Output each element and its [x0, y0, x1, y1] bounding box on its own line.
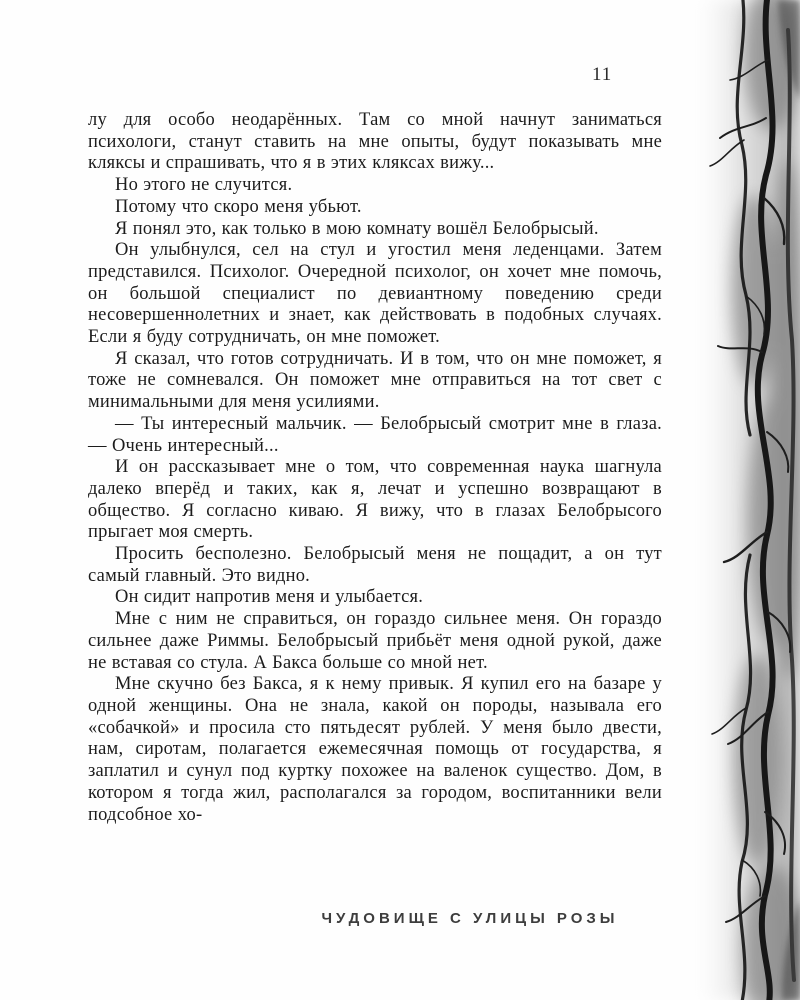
paragraph: И он рассказывает мне о том, что современная наука шагнула далеко вперёд и таких, как я, лечат и успешно возвращают в общество. Я согласно киваю. Я вижу, что в глазах Белобрысого прыгает моя смерть.: [88, 457, 662, 543]
paragraph: Я понял это, как только в мою комнату вошёл Белобрысый.: [115, 218, 599, 239]
paragraph: Просить бесполезно. Белобрысый меня не пощадит, а он тут самый главный. Это видно.: [88, 544, 662, 586]
decorative-branch-artwork: [670, 0, 800, 1000]
paragraph: Потому что скоро меня убьют.: [115, 196, 362, 217]
paragraph: — Ты интересный мальчик. — Белобрысый смотрит мне в глаза. — Очень интересный...: [88, 413, 662, 456]
paragraph: Но этого не случится.: [115, 175, 293, 196]
paragraph: Я сказал, что готов сотрудничать. И в том, что он мне поможет, я тоже не сомневался. Он поможет мне отправиться на тот свет с минимальными для меня усилиями.: [88, 348, 662, 413]
page-number: 11: [592, 64, 613, 85]
paragraph: Он сидит напротив меня и улыбается.: [115, 587, 424, 608]
paragraph: Он улыбнулся, сел на стул и угостил меня леденцами. Затем представился. Психолог. Очередной психолог, он хочет мне помочь, он большой специалист по девиантному поведению среди несовершеннолетних и знает, как действовать в подобных случаях. Если я буду сотрудничать, он мне поможет.: [88, 240, 662, 348]
running-footer-book-title: ЧУДОВИЩЕ С УЛИЦЫ РОЗЫ: [321, 910, 619, 927]
paragraph: Мне скучно без Бакса, я к нему привык. Я купил его на базаре у одной женщины. Она не знала, какой он породы, называла его «собачкой» и просила сто пятьдесят рублей. У меня было двести, нам, сиротам, полагается ежемесячная помощь от государства, я заплатил и сунул под куртку похожее на валенок существо. Дом, в котором я тогда жил, располагался за городом, воспитанники вели подсобное хо-: [88, 674, 662, 825]
text-block: [88, 110, 662, 826]
paragraph: Мне с ним не справиться, он гораздо сильнее меня. Он гораздо сильнее даже Риммы. Белобрысый прибьёт меня одной рукой, даже не вставая со стула. А Бакса больше со мной нет.: [88, 609, 662, 673]
paragraph: лу для особо неодарённых. Там со мной начнут заниматься психологи, станут ставить на мне опыты, будут показывать мне кляксы и спрашивать, что я в этих кляксах вижу...: [88, 110, 662, 174]
